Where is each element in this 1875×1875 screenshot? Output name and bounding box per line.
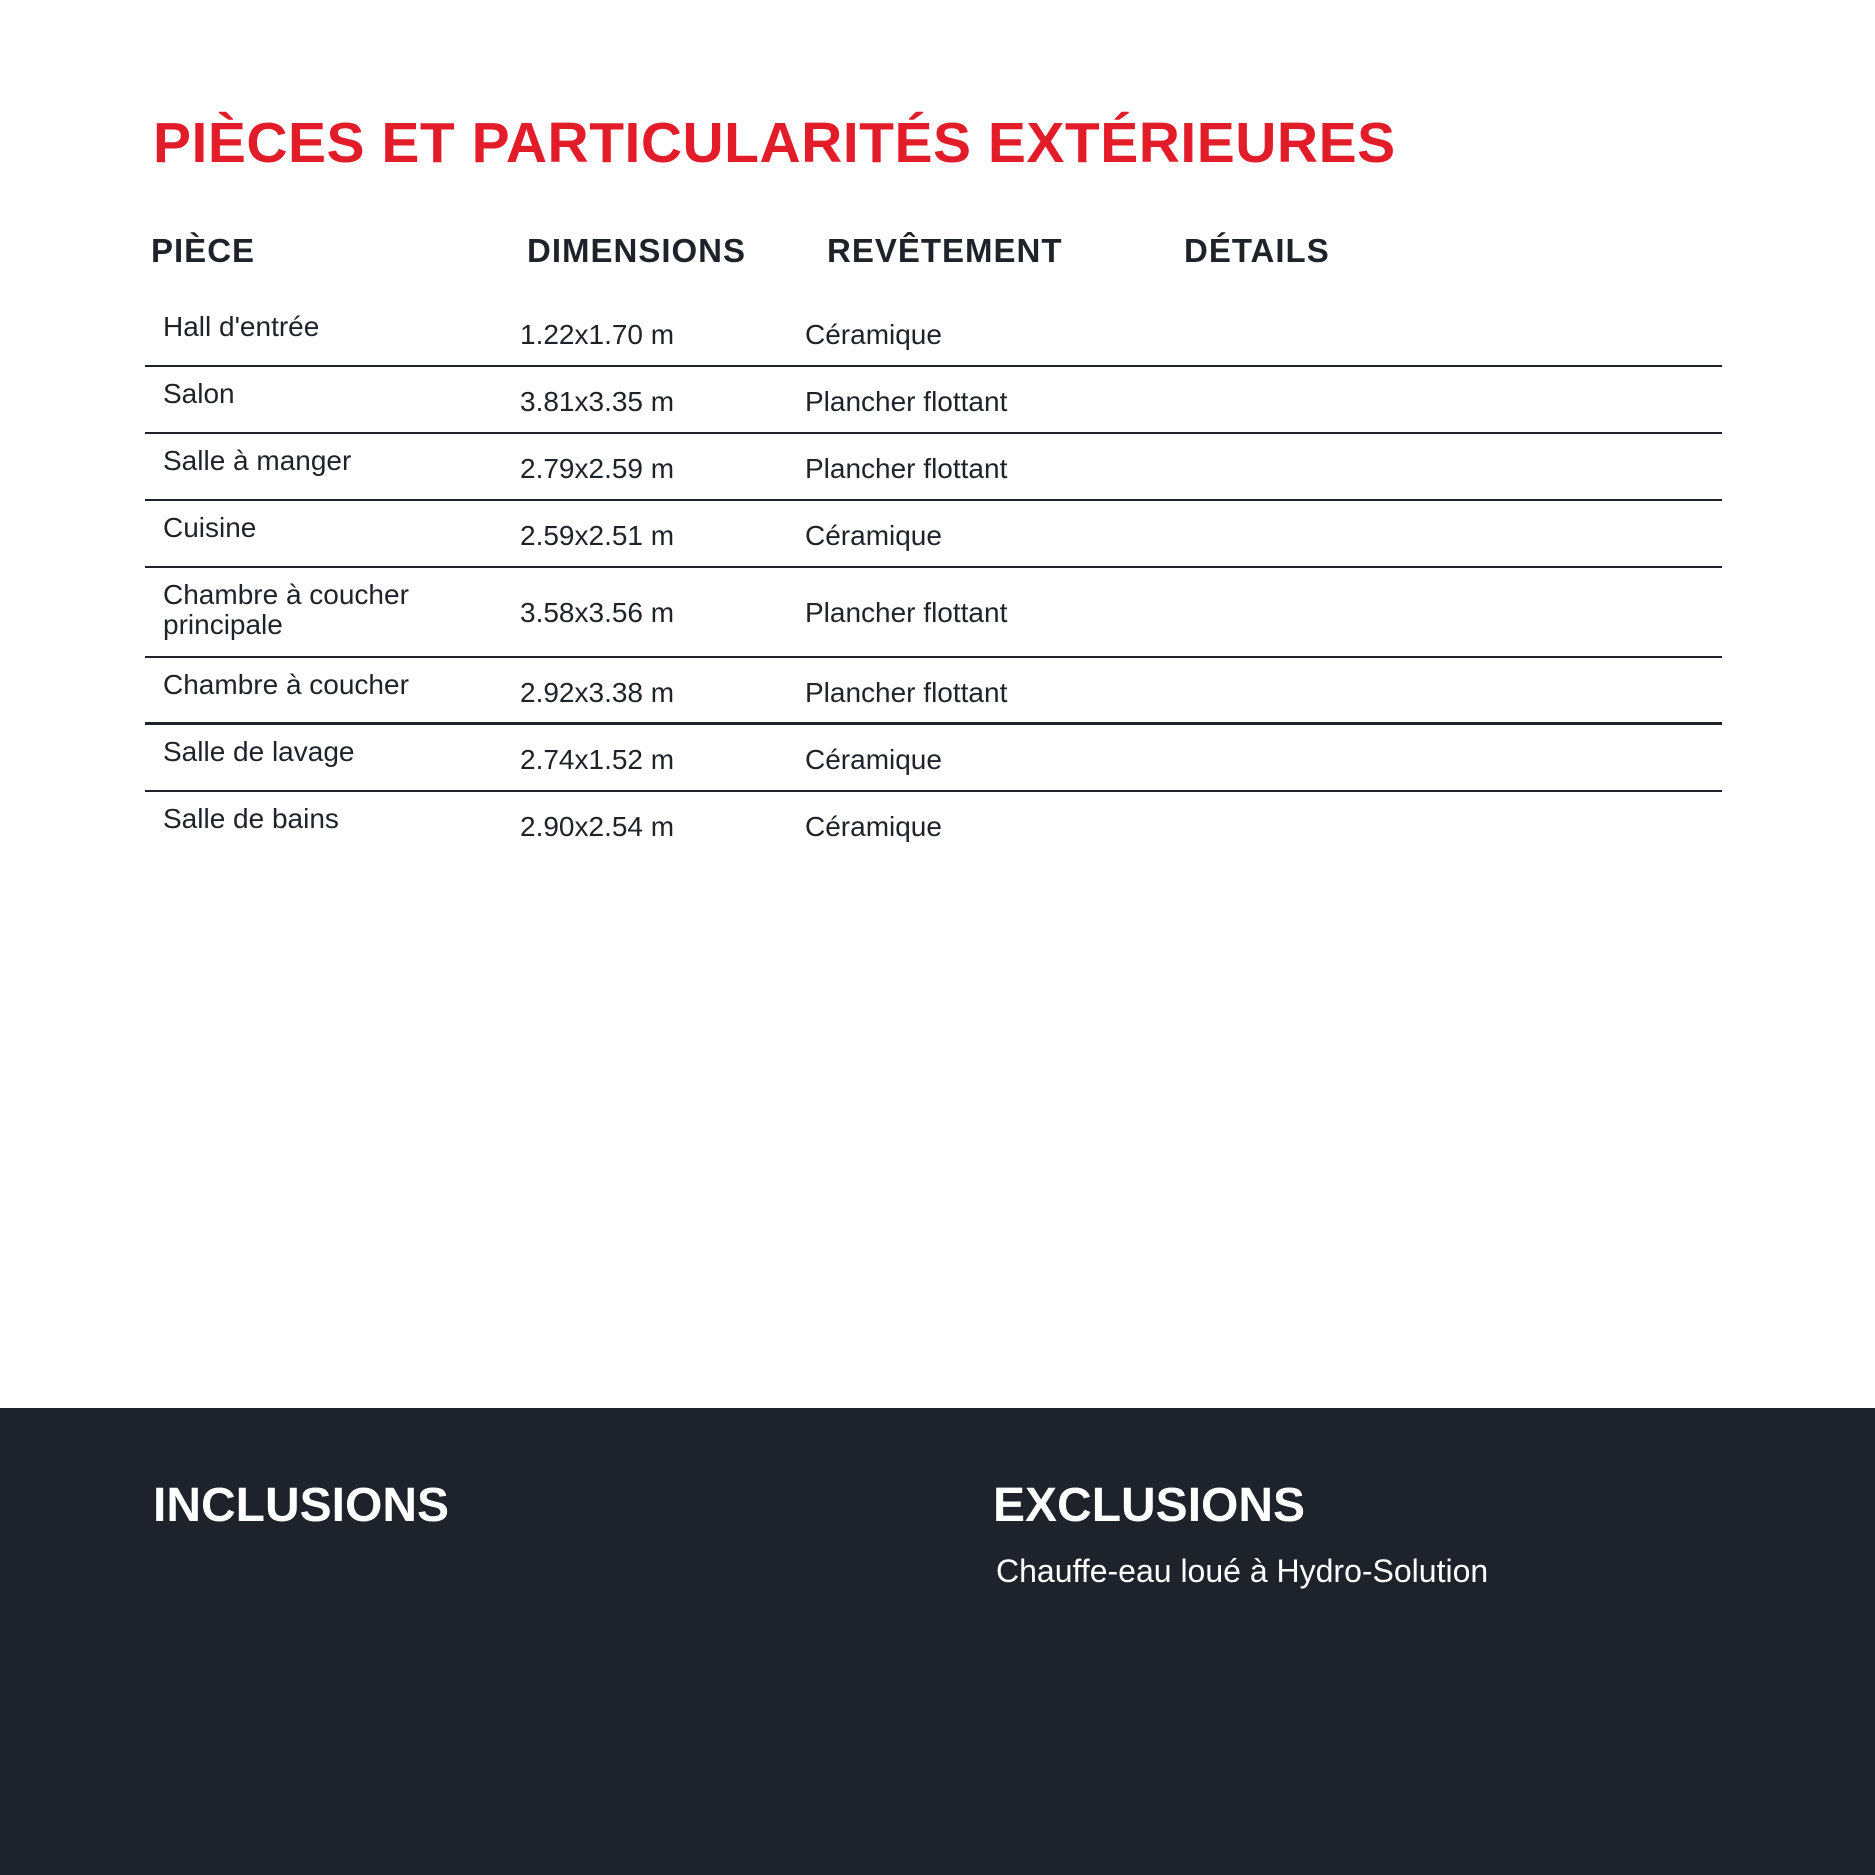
room-name: Salle de bains: [163, 803, 339, 834]
column-header-revetement: REVÊTEMENT: [827, 232, 1063, 269]
room-flooring: Plancher flottant: [805, 453, 1008, 484]
room-flooring: Céramique: [805, 744, 942, 775]
inclusions-heading: INCLUSIONS: [153, 1479, 450, 1532]
room-name: Salle à manger: [163, 445, 352, 476]
room-name: Chambre à coucher: [163, 669, 409, 700]
page-title: PIÈCES ET PARTICULARITÉS EXTÉRIEURES: [153, 111, 1396, 175]
exclusion-item: Chauffe-eau loué à Hydro-Solution: [996, 1553, 1489, 1589]
table-row: [145, 434, 1722, 501]
room-dimensions: 2.92x3.38 m: [520, 677, 675, 708]
exclusions-heading: EXCLUSIONS: [993, 1479, 1306, 1532]
room-dimensions: 3.81x3.35 m: [520, 386, 675, 417]
room-flooring: Céramique: [805, 319, 942, 350]
room-name: Hall d'entrée: [163, 311, 320, 342]
room-flooring: Céramique: [805, 520, 942, 551]
room-flooring: Plancher flottant: [805, 386, 1008, 417]
room-flooring: Plancher flottant: [805, 677, 1008, 708]
room-dimensions: 2.79x2.59 m: [520, 453, 675, 484]
column-header-dimensions: DIMENSIONS: [527, 232, 747, 269]
inclusions-exclusions-panel: [0, 1408, 1875, 1875]
table-row: [145, 367, 1722, 434]
room-flooring: Céramique: [805, 811, 942, 842]
table-row: [145, 501, 1722, 568]
room-name: Cuisine: [163, 512, 257, 543]
room-dimensions: 1.22x1.70 m: [520, 319, 675, 350]
table-row: [145, 792, 1722, 859]
room-name: Chambre à coucher principale: [163, 579, 409, 640]
table-row: [145, 300, 1722, 367]
column-header-details: DÉTAILS: [1184, 232, 1330, 269]
table-row: [145, 568, 1722, 658]
room-name: Salle de lavage: [163, 736, 355, 767]
room-dimensions: 2.59x2.51 m: [520, 520, 675, 551]
rooms-table: [145, 300, 1722, 859]
room-dimensions: 2.74x1.52 m: [520, 744, 675, 775]
column-header-piece: PIÈCE: [151, 232, 256, 269]
room-dimensions: 2.90x2.54 m: [520, 811, 675, 842]
room-flooring: Plancher flottant: [805, 597, 1008, 628]
table-row: [145, 725, 1722, 792]
room-dimensions: 3.58x3.56 m: [520, 597, 675, 628]
room-name: Salon: [163, 378, 235, 409]
table-row: [145, 658, 1722, 725]
